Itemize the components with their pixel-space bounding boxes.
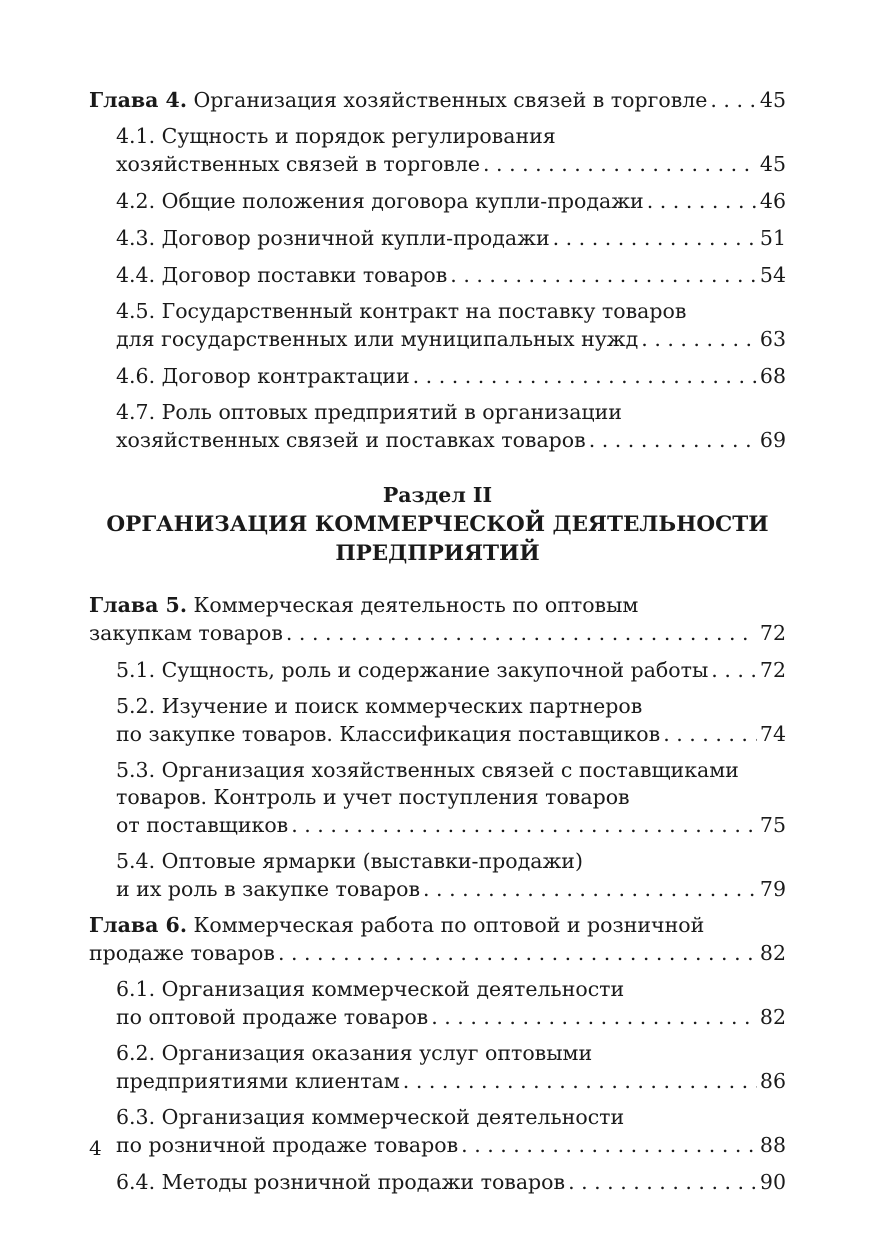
- toc-entry-last-line: [89, 939, 786, 968]
- toc-entry-text: 6.1. Организация коммерческой деятельности: [116, 977, 625, 1001]
- toc-entry-last-line: [116, 426, 786, 455]
- toc-entry-line: [116, 848, 786, 875]
- toc-entry-text: по закупке товаров. Классификация поставщиков: [116, 722, 661, 746]
- dot-leader: [589, 426, 757, 455]
- toc-entry-title: [116, 325, 638, 354]
- chapter-label: Глава 5.: [89, 593, 187, 617]
- chapter-label: Глава 4.: [89, 88, 187, 112]
- toc-entry-last-line: [116, 1131, 786, 1160]
- toc-subsection-entry[interactable]: [89, 362, 786, 391]
- toc-chapter-entry[interactable]: [89, 86, 786, 115]
- toc-entry-last-line: [116, 1003, 786, 1032]
- dot-leader: [483, 150, 757, 179]
- toc-page-number: 69: [759, 428, 786, 452]
- chapter-label: Глава 6.: [89, 913, 187, 937]
- toc-entry-text: 5.4. Оптовые ярмарки (выставки-продажи): [116, 849, 583, 873]
- toc-entry-title: [116, 1003, 428, 1032]
- toc-page-number: 51: [759, 226, 786, 250]
- toc-entry-last-line: [116, 261, 786, 290]
- section-label: Раздел II: [382, 483, 493, 507]
- toc-entry-title: [116, 1131, 458, 1160]
- toc-entry-text: 4.5. Государственный контракт на поставку товаров: [116, 299, 687, 323]
- toc-entry-text: 4.3. Договор розничной купли-продажи: [116, 226, 550, 250]
- toc-entry-line: [116, 1104, 786, 1131]
- toc-entry-line: [89, 912, 786, 939]
- toc-entry-text: 4.2. Общие положения договора купли-продажи: [116, 189, 644, 213]
- toc-page-number: 45: [759, 88, 786, 112]
- dot-leader: [711, 656, 757, 685]
- toc-entry-text: продаже товаров: [89, 941, 275, 965]
- dot-leader: [431, 1003, 757, 1032]
- toc-entry-text: товаров. Контроль и учет поступления товаров: [116, 785, 630, 809]
- toc-entry-title: [89, 939, 275, 968]
- toc-entry-line: [116, 976, 786, 1003]
- table-of-contents: [89, 86, 786, 1205]
- toc-entry-text: 6.2. Организация оказания услуг оптовыми: [116, 1041, 593, 1065]
- toc-subsection-entry[interactable]: [89, 399, 786, 455]
- toc-entry-last-line: [116, 150, 786, 179]
- toc-entry-text: 5.2. Изучение и поиск коммерческих партнеров: [116, 694, 643, 718]
- toc-subsection-entry[interactable]: [89, 848, 786, 904]
- toc-entry-last-line: [116, 362, 786, 391]
- toc-entry-text: 5.3. Организация хозяйственных связей с поставщиками: [116, 758, 739, 782]
- toc-subsection-entry[interactable]: [89, 656, 786, 685]
- toc-entry-title: [89, 619, 283, 648]
- dot-leader: [278, 939, 757, 968]
- dot-leader: [710, 86, 757, 115]
- toc-entry-text: и их роль в закупке товаров: [116, 877, 420, 901]
- toc-page-number: 86: [759, 1069, 786, 1093]
- dot-leader: [291, 811, 757, 840]
- toc-entry-title: [116, 875, 420, 904]
- section-title-line-1: ОРГАНИЗАЦИЯ КОММЕРЧЕСКОЙ ДЕЯТЕЛЬНОСТИ: [106, 512, 769, 537]
- toc-entry-text: хозяйственных связей в торговле: [116, 152, 480, 176]
- toc-entry-line: [116, 399, 786, 426]
- toc-entry-last-line: [116, 656, 786, 685]
- toc-entry-text: хозяйственных связей и поставках товаров: [116, 428, 586, 452]
- toc-entry-text: предприятиями клиентам: [116, 1069, 400, 1093]
- toc-subsection-entry[interactable]: [89, 757, 786, 840]
- toc-page-number: 46: [759, 189, 786, 213]
- toc-subsection-entry[interactable]: [89, 1168, 786, 1197]
- toc-entry-text: по оптовой продаже товаров: [116, 1005, 429, 1029]
- section-title-line-2: ПРЕДПРИЯТИЙ: [335, 541, 540, 566]
- toc-chapter-entry[interactable]: [89, 592, 786, 648]
- toc-page-number: 79: [759, 877, 786, 901]
- toc-entry-text: Коммерческая деятельность по оптовым: [186, 593, 639, 617]
- toc-subsection-entry[interactable]: [89, 1040, 786, 1096]
- dot-leader: [286, 619, 757, 648]
- page-number: 4: [89, 1136, 102, 1160]
- toc-entry-text: 4.7. Роль оптовых предприятий в организации: [116, 400, 622, 424]
- dot-leader: [413, 362, 757, 391]
- toc-page-number: 54: [759, 263, 786, 287]
- toc-chapter-entry[interactable]: [89, 912, 786, 968]
- toc-subsection-entry[interactable]: [89, 976, 786, 1032]
- toc-subsection-entry[interactable]: [89, 298, 786, 354]
- toc-entry-text: от поставщиков: [116, 813, 289, 837]
- toc-page-number: 68: [759, 364, 786, 388]
- dot-leader: [647, 187, 757, 216]
- toc-entry-title: [116, 261, 447, 290]
- toc-entry-line: [116, 298, 786, 325]
- toc-subsection-entry[interactable]: [89, 1104, 786, 1160]
- toc-page-number: 72: [759, 658, 786, 682]
- toc-entry-title: [116, 187, 644, 216]
- toc-entry-line: [116, 693, 786, 720]
- toc-subsection-entry[interactable]: [89, 693, 786, 749]
- toc-entry-title: [116, 362, 410, 391]
- toc-page-number: 63: [759, 327, 786, 351]
- toc-page-number: 72: [759, 621, 786, 645]
- toc-entry-last-line: [116, 1067, 786, 1096]
- toc-page-number: 75: [759, 813, 786, 837]
- toc-entry-last-line: [116, 325, 786, 354]
- dot-leader: [423, 875, 757, 904]
- section-heading: [89, 481, 786, 568]
- toc-entry-last-line: [116, 187, 786, 216]
- toc-entry-title: [116, 1168, 565, 1197]
- toc-entry-line: [116, 757, 786, 784]
- dot-leader: [403, 1067, 757, 1096]
- toc-entry-line: [116, 123, 786, 150]
- toc-entry-line: [89, 592, 786, 619]
- toc-entry-last-line: [116, 875, 786, 904]
- toc-page-number: 90: [759, 1170, 786, 1194]
- toc-entry-text: 4.4. Договор поставки товаров: [116, 263, 448, 287]
- dot-leader: [641, 325, 757, 354]
- toc-entry-title: [89, 86, 707, 115]
- toc-subsection-entry[interactable]: [89, 224, 786, 253]
- toc-entry-title: [116, 811, 288, 840]
- toc-entry-text: закупкам товаров: [89, 621, 283, 645]
- toc-page-number: 45: [759, 152, 786, 176]
- toc-page-number: 82: [759, 1005, 786, 1029]
- toc-entry-last-line: [116, 811, 786, 840]
- dot-leader: [663, 720, 757, 749]
- toc-part-2: [89, 592, 786, 1197]
- toc-page-number: 74: [759, 722, 786, 746]
- toc-entry-text: Организация хозяйственных связей в торговле: [186, 88, 708, 112]
- toc-entry-last-line: [116, 720, 786, 749]
- dot-leader: [450, 261, 757, 290]
- toc-entry-last-line: [116, 1168, 786, 1197]
- dot-leader: [553, 224, 757, 253]
- toc-entry-title: [116, 720, 660, 749]
- toc-entry-text: 6.3. Организация коммерческой деятельности: [116, 1105, 625, 1129]
- dot-leader: [461, 1131, 757, 1160]
- toc-entry-title: [116, 150, 480, 179]
- toc-entry-text: 4.1. Сущность и порядок регулирования: [116, 124, 556, 148]
- toc-entry-text: для государственных или муниципальных нужд: [116, 327, 639, 351]
- toc-entry-text: 6.4. Методы розничной продажи товаров: [116, 1170, 566, 1194]
- toc-entry-last-line: [89, 619, 786, 648]
- toc-entry-line: [116, 1040, 786, 1067]
- toc-subsection-entry[interactable]: [89, 187, 786, 216]
- toc-entry-text: по розничной продаже товаров: [116, 1133, 459, 1157]
- toc-entry-line: [116, 784, 786, 811]
- toc-entry-title: [116, 1067, 400, 1096]
- toc-entry-last-line: [116, 224, 786, 253]
- toc-entry-text: 4.6. Договор контрактации: [116, 364, 410, 388]
- toc-entry-title: [116, 224, 550, 253]
- toc-entry-title: [116, 656, 708, 685]
- toc-page-number: 88: [759, 1133, 786, 1157]
- toc-subsection-entry[interactable]: [89, 123, 786, 179]
- toc-entry-title: [116, 426, 586, 455]
- toc-page-number: 82: [759, 941, 786, 965]
- toc-entry-text: Коммерческая работа по оптовой и розничной: [186, 913, 705, 937]
- toc-entry-last-line: [89, 86, 786, 115]
- dot-leader: [568, 1168, 757, 1197]
- toc-part-1: [89, 86, 786, 455]
- toc-entry-text: 5.1. Сущность, роль и содержание закупочной работы: [116, 658, 709, 682]
- toc-subsection-entry[interactable]: [89, 261, 786, 290]
